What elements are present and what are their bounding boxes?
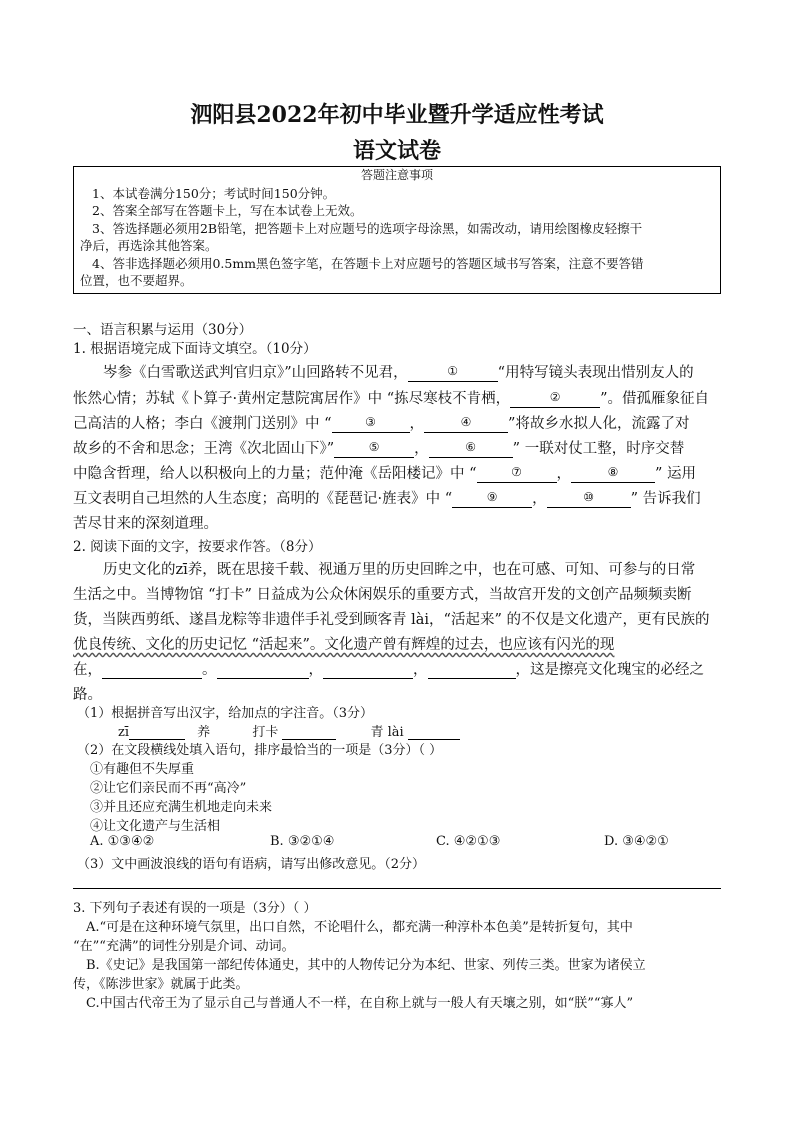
sub-question: （1）根据拼音写出汉字，给加点的字注音。（3分） bbox=[77, 706, 374, 721]
exam-title: 泗阳县2022年初中毕业暨升学适应性考试 bbox=[190, 102, 604, 128]
wavy-sentence: 优良传统、文化的历史记忆 “活起来”。文化遗产曾有辉煌的过去，也应该有闪光的现 bbox=[73, 637, 615, 653]
passage-line: 在， 。 ， ， ，这是擦亮文化瑰宝的必经之 bbox=[73, 662, 704, 678]
option-item: ①有趣但不失厚重 bbox=[90, 762, 195, 777]
q1-line: 中隐含哲理，给人以积极向上的力量；范仲淹《岳阳楼记》中 “ ⑦ ， ⑧ ” 运用 bbox=[73, 465, 697, 482]
pinyin-row: zī 养 打卡 青 lài bbox=[118, 721, 460, 740]
question-3-stem: 3. 下列句子表述有误的一项是（3分）（ ） bbox=[73, 901, 317, 916]
notice-item: 3、答选择题必须用2B铅笔，把答题卡上对应题号的选项字母涂黑，如需改动，请用绘图橡皮轻擦干 bbox=[92, 220, 643, 236]
question-2-stem: 2. 阅读下面的文字，按要求作答。（8分） bbox=[73, 539, 322, 555]
fill-blank[interactable] bbox=[428, 662, 516, 679]
passage-line: 货，当陕西剪纸、遂昌龙粽等非遗伴手礼受到顾客青 lài，“活起来” 的不仅是文化遗产，更有民族的 bbox=[73, 612, 710, 628]
option-c-line: C.中国古代帝王为了显示自己与普通人不一样，在自称上就与一般人有天壤之别，如“朕”“寡人” bbox=[86, 996, 634, 1011]
answer-blank[interactable]: ③ bbox=[332, 415, 410, 433]
q1-line: 故乡的不舍和思念；王湾《次北固山下》” ⑤ ， ⑥ ” 一联对仗工整，时序交替 bbox=[73, 440, 685, 457]
notice-item: 位置，也不要超界。 bbox=[80, 273, 193, 288]
choice-c[interactable]: C. ④②①③ bbox=[436, 834, 501, 849]
answer-blank[interactable] bbox=[129, 725, 185, 740]
passage-line: 生活之中。当博物馆 “打卡” 日益成为公众休闲娱乐的重要方式，当故宫开发的文创产品频频卖断 bbox=[73, 587, 692, 603]
passage-line: 历史文化的zī养，既在思接千载、视通万里的历史回眸之中，也在可感、可知、可参与的日常 bbox=[103, 562, 696, 578]
answer-blank[interactable]: ⑤ bbox=[334, 440, 414, 458]
option-b-line: B.《史记》是我国第一部纪传体通史，其中的人物传记分为本纪、世家、列传三类。世家为诸侯立 bbox=[86, 958, 646, 973]
notice-item: 2、答案全部写在答题卡上，写在本试卷上无效。 bbox=[92, 203, 363, 218]
answer-blank[interactable]: ② bbox=[510, 390, 600, 408]
option-item: ②让它们亲民而不再“高冷” bbox=[90, 781, 247, 796]
notice-box bbox=[73, 166, 721, 294]
option-b-line: 传，《陈涉世家》就属于此类。 bbox=[73, 977, 249, 992]
answer-blank[interactable]: ④ bbox=[424, 415, 508, 433]
passage-line: 路。 bbox=[73, 687, 102, 703]
exam-subtitle: 语文试卷 bbox=[352, 138, 441, 164]
option-item: ③并且还应充满生机地走向未来 bbox=[90, 800, 273, 815]
answer-blank[interactable] bbox=[282, 725, 336, 740]
q1-line: 互文表明自己坦然的人生态度；高明的《琵琶记·旌表》中 “ ⑨ ， ⑩ ” 告诉我们 bbox=[73, 490, 701, 507]
q1-line: 己高洁的人格；李白《渡荆门送别》中 “ ③ ， ④ ”将故乡水拟人化，流露了对 bbox=[73, 415, 690, 432]
notice-heading: 答题注意事项 bbox=[360, 168, 433, 182]
answer-blank[interactable]: ⑧ bbox=[571, 465, 655, 483]
option-item: ④让文化遗产与生活相 bbox=[90, 819, 221, 834]
answer-blank[interactable]: ⑩ bbox=[547, 490, 631, 508]
fill-blank[interactable] bbox=[217, 662, 309, 679]
sub-question: （2）在文段横线处填入语句，排序最恰当的一项是（3分）（ ） bbox=[77, 743, 443, 758]
answer-blank[interactable]: ⑨ bbox=[452, 490, 532, 508]
answer-blank[interactable]: ⑦ bbox=[477, 465, 557, 483]
question-1-stem: 1. 根据语境完成下面诗文填空。（10分） bbox=[73, 341, 317, 357]
fill-blank[interactable] bbox=[323, 662, 413, 679]
notice-item: 4、答非选择题必须用0.5mm黑色签字笔，在答题卡上对应题号的答题区域书写答案，注意不要答错 bbox=[92, 255, 644, 271]
passage-line bbox=[73, 633, 614, 654]
sub-question: （3）文中画波浪线的语句有语病，请写出修改意见。（2分） bbox=[77, 857, 426, 872]
q1-line: 岑参《白雪歌送武判官归京》”山回路转不见君， ① “用特写镜头表现出惜别友人的 bbox=[103, 364, 694, 381]
notice-item: 1、本试卷满分150分；考试时间150分钟。 bbox=[92, 185, 336, 201]
answer-line[interactable] bbox=[73, 888, 721, 889]
q1-line: 怅然心情；苏轼《卜算子·黄州定慧院寓居作》中 “拣尽寒枝不肯栖， ② ”。借孤雁象征自 bbox=[73, 390, 710, 407]
notice-item: 净后，再选涂其他答案。 bbox=[80, 238, 218, 253]
choice-a[interactable]: A. ①③④② bbox=[90, 834, 155, 849]
q1-line: 苦尽甘来的深刻道理。 bbox=[73, 516, 218, 532]
answer-blank[interactable]: ⑥ bbox=[429, 440, 513, 458]
section-heading: 一、语言积累与运用（30分） bbox=[73, 322, 253, 338]
answer-blank[interactable] bbox=[408, 725, 460, 740]
choice-d[interactable]: D. ③④②① bbox=[604, 834, 669, 849]
fill-blank[interactable] bbox=[102, 662, 202, 679]
option-a-line: A.“可是在这种环境气氛里，出口自然，不论唱什么，都充满一种淳朴本色美”是转折复句，其中 bbox=[86, 920, 633, 935]
option-a-line: “在”“充满”的词性分别是介词、动词。 bbox=[73, 939, 295, 954]
answer-blank[interactable]: ① bbox=[408, 364, 498, 382]
choice-b[interactable]: B. ③②①④ bbox=[270, 834, 335, 849]
